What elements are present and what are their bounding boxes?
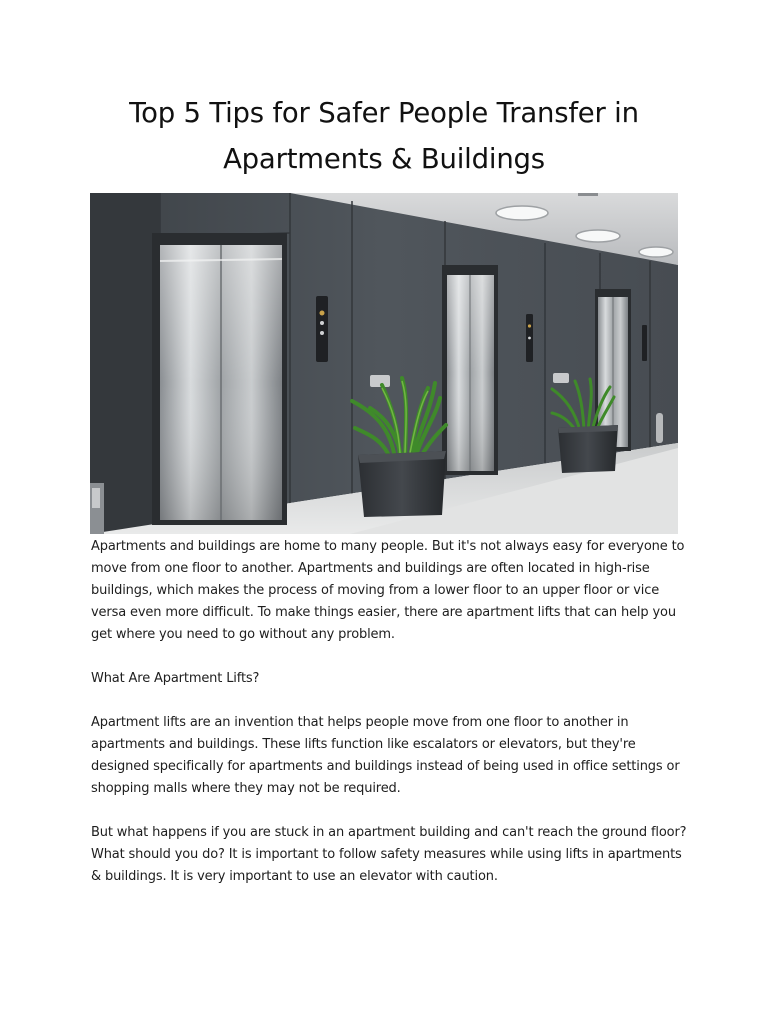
title-line-2: Apartments & Buildings [223, 143, 545, 175]
article-body [91, 536, 691, 910]
page-title [60, 90, 708, 182]
paragraph-intro: Apartments and buildings are home to many people. But it's not always easy for everyone to move from one floor to another. Apartments and buildings are often located in high-rise buildings, which makes the process of moving from a lower floor to an upper floor or vice versa even more difficult. To make things easier, there are apartment lifts that can help you get where you need to go without any problem. [91, 539, 685, 642]
subheading-what-are-apartment-lifts: What Are Apartment Lifts? [91, 671, 260, 686]
paragraph-safety: But what happens if you are stuck in an apartment building and can't reach the ground floor? What should you do? It is important to follow safety measures while using lifts in apartments & buildings. It is very important to use an elevator with caution. [91, 825, 687, 884]
title-line-1: Top 5 Tips for Safer People Transfer in [129, 97, 639, 129]
paragraph-definition: Apartment lifts are an invention that helps people move from one floor to another in apartments and buildings. These lifts function like escalators or elevators, but they're designed specifically for apartments and buildings instead of being used in office settings or shopping malls where they may not be required. [91, 715, 680, 796]
elevator-lobby-photo [90, 193, 678, 534]
